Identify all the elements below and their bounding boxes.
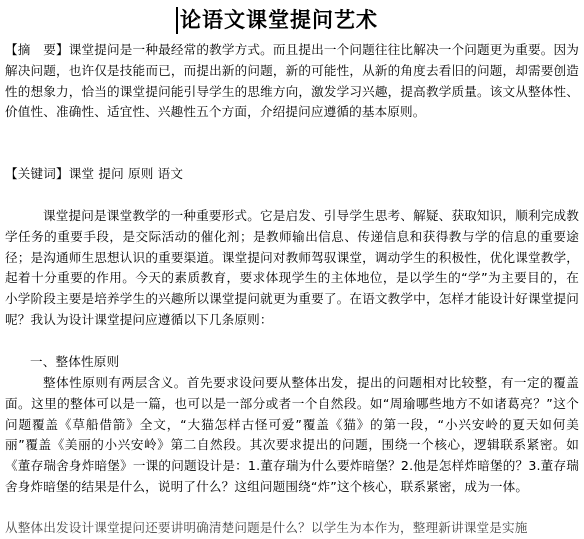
truncated-line: 从整体出发设计课堂提问还要讲明确清楚问题是什么？以学生为本作为，整理新讲课堂是实施 <box>5 520 528 535</box>
text-cursor <box>176 7 178 34</box>
abstract-label: 【摘 要】 <box>5 42 69 57</box>
body-paragraph-2: 整体性原则有两层含义。首先要求设问要从整体出发，提出的问题相对比较整，有一定的覆盖面。这里的整体可以是一篇，也可以是一部分或者一个自然段。如“周瑜哪些地方不如诸葛亮？”这个问题覆盖《草船借箭》全文，“大猫怎样古怪可爱”覆盖《猫》的第一段，“小兴安岭的夏天如何美丽”覆盖《美丽的小兴安岭》第二自然段。其次要求提出的问题，围绕一个核心，逻辑联系紧密。如《董存瑞舍身炸暗堡》一课的问题设计是：1.董存瑞为什么要炸暗堡？2.他是怎样炸暗堡的？3.董存瑞舍身炸暗堡的结果是什么，说明了什么？这组问题围绕“炸”这个核心，联系紧密，成为一体。 <box>5 375 579 494</box>
document-title: 论语文课堂提问艺术 <box>180 7 378 32</box>
abstract-paragraph <box>5 40 579 123</box>
keywords-text: 课堂 提问 原则 语文 <box>68 166 184 181</box>
abstract-text: 课堂提问是一种最经常的教学方式。而且提出一个问题往往比解决一个问题更为重要。因为解决问题，也许仅是技能而已，而提出新的问题，新的可能性，从新的角度去看旧的问题，却需要创造性的想象力，恰当的课堂提问能引导学生的思维方向，激发学习兴趣，提高教学质量。该文从整体性、价值性、准确性、适宜性、兴趣性五个方面，介绍提问应遵循的基本原则。 <box>5 42 580 120</box>
body-paragraph-1: 课堂提问是课堂教学的一种重要形式。它是启发、引导学生思考、解疑、获取知识，顺利完成教学任务的重要手段，是交际活动的催化剂；是教师输出信息、传递信息和获得教与学的信息的重要途径；是沟通师生思想认识的重要渠道。课堂提问对教师驾驭课堂，调动学生的积极性，优化课堂教学，起着十分重要的作用。今天的素质教育，要求体现学生的主体地位，是以学生的“学”为主要目的，在小学阶段主要是培养学生的兴趣所以课堂提问就更为重要了。在语文教学中，怎样才能设计好课堂提问呢？我认为设计课堂提问应遵循以下几条原则： <box>5 208 579 327</box>
keywords-label: 【关键词】 <box>5 166 69 181</box>
section-heading-1: 一、整体性原则 <box>30 354 120 369</box>
keywords-paragraph <box>5 164 579 185</box>
